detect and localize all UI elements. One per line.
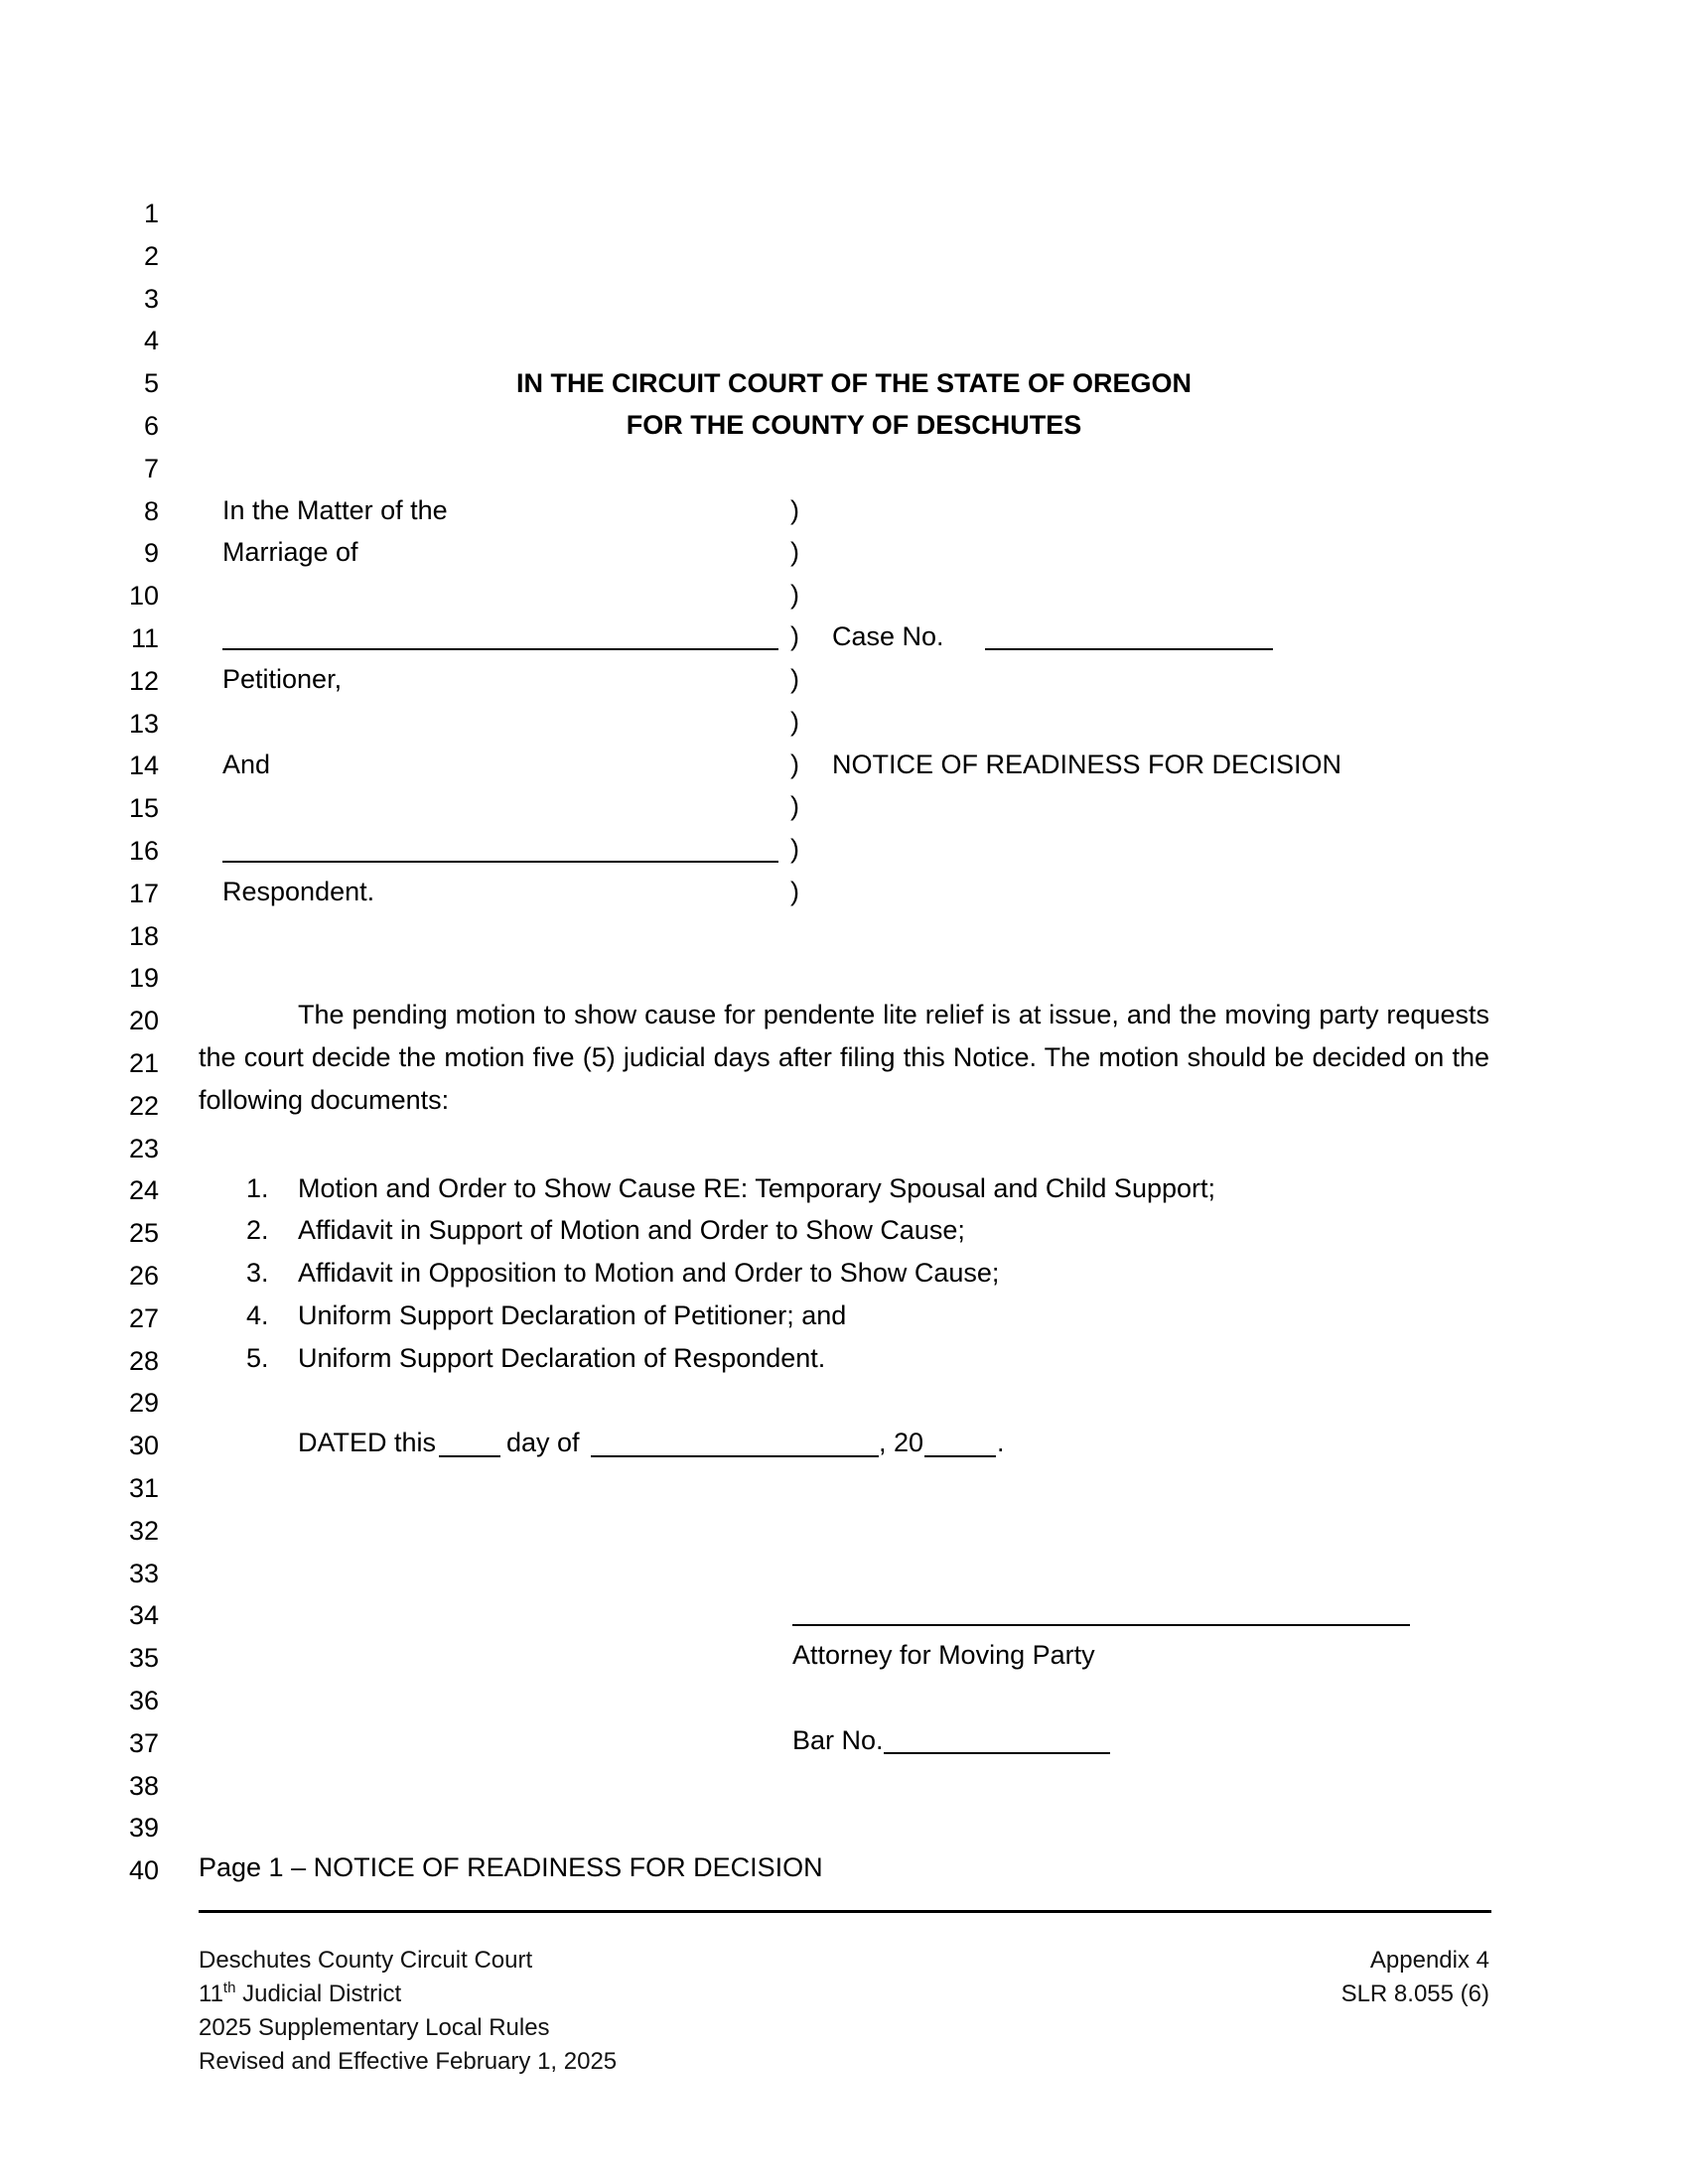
line-number: 26 <box>128 1261 159 1291</box>
dated-day-of: day of <box>506 1428 580 1457</box>
dated-year-prefix: , 20 <box>879 1428 924 1457</box>
line-number: 37 <box>128 1727 159 1758</box>
caption-paren: ) <box>790 791 799 821</box>
footer-rules: 2025 Supplementary Local Rules <box>199 2014 550 2041</box>
line-number: 7 <box>143 453 159 483</box>
caption-paren: ) <box>790 580 799 610</box>
line-number: 13 <box>128 708 159 739</box>
caption-paren: ) <box>790 750 799 779</box>
attorney-label: Attorney for Moving Party <box>792 1640 1095 1670</box>
line-number: 33 <box>128 1558 159 1588</box>
bar-no-label: Bar No. <box>792 1725 884 1755</box>
line-number: 22 <box>128 1090 159 1121</box>
caption-paren: ) <box>790 877 799 906</box>
line-number: 12 <box>128 665 159 696</box>
list-item-text: Uniform Support Declaration of Respondent. <box>298 1343 826 1373</box>
list-item-text: Affidavit in Support of Motion and Order to Show Cause; <box>298 1215 965 1245</box>
footer-revised: Revised and Effective February 1, 2025 <box>199 2048 618 2075</box>
list-item <box>246 1341 825 1375</box>
petitioner-label: Petitioner, <box>222 664 343 694</box>
line-number: 23 <box>128 1133 159 1163</box>
page-label: Page 1 – NOTICE OF READINESS FOR DECISION <box>199 1852 823 1882</box>
body-paragraph-text: The pending motion to show cause for pendente lite relief is at issue, and the moving party requests the court decide the motion five (5) judicial days after filing this Notice. The motion should be decided on the following documents: <box>199 1000 1489 1115</box>
list-item-number: 4. <box>246 1300 269 1330</box>
line-number: 4 <box>143 326 159 356</box>
line-number: 3 <box>143 283 159 314</box>
caption-paren: ) <box>790 707 799 737</box>
footer-divider <box>199 1910 1491 1913</box>
line-number: 25 <box>128 1218 159 1249</box>
line-number: 20 <box>128 1006 159 1036</box>
line-number: 17 <box>128 878 159 908</box>
dated-end: . <box>997 1428 1005 1457</box>
line-number: 6 <box>143 411 159 441</box>
respondent-label: Respondent. <box>222 877 375 906</box>
footer-district-text: Judicial District <box>235 1980 402 2007</box>
list-item-number: 3. <box>246 1258 269 1288</box>
line-number: 31 <box>128 1473 159 1503</box>
body-paragraph <box>199 994 1489 1122</box>
and-label: And <box>222 750 271 779</box>
line-number: 30 <box>128 1431 159 1461</box>
footer-district-number: 11 <box>199 1980 223 2007</box>
footer-district-suffix: th <box>222 1979 236 1996</box>
line-number: 18 <box>128 920 159 951</box>
line-number: 8 <box>143 495 159 526</box>
line-number: 36 <box>128 1686 159 1715</box>
list-item-text: Motion and Order to Show Cause RE: Temporary Spousal and Child Support; <box>298 1173 1215 1203</box>
line-number: 27 <box>128 1302 159 1333</box>
caption-paren: ) <box>790 495 799 525</box>
line-number: 24 <box>128 1175 159 1206</box>
list-item <box>246 1171 1215 1205</box>
matter-line2: Marriage of <box>222 537 358 567</box>
dated-month-blank[interactable] <box>591 1455 879 1457</box>
footer-appendix: Appendix 4 <box>1369 1947 1489 1974</box>
line-number: 32 <box>128 1515 159 1546</box>
caption-paren: ) <box>790 834 799 864</box>
line-number: 10 <box>128 581 159 612</box>
line-number: 2 <box>143 240 159 271</box>
list-item <box>246 1298 846 1332</box>
case-no-label: Case No. <box>832 621 944 651</box>
line-number: 5 <box>143 368 159 399</box>
line-number: 15 <box>128 793 159 824</box>
list-item <box>246 1256 999 1290</box>
list-item-number: 1. <box>246 1173 269 1203</box>
list-item-text: Affidavit in Opposition to Motion and Order to Show Cause; <box>298 1258 1000 1288</box>
court-header-line2: FOR THE COUNTY OF DESCHUTES <box>626 410 1082 440</box>
case-no-blank[interactable] <box>985 648 1273 650</box>
line-number: 29 <box>128 1388 159 1419</box>
list-item <box>246 1213 965 1247</box>
line-number: 19 <box>128 963 159 994</box>
line-number: 34 <box>128 1600 159 1631</box>
list-item-text: Uniform Support Declaration of Petitioner; and <box>298 1300 847 1330</box>
line-number: 16 <box>128 836 159 866</box>
line-number: 39 <box>128 1813 159 1843</box>
list-item-number: 5. <box>246 1343 269 1373</box>
line-number: 40 <box>128 1855 159 1886</box>
line-number: 14 <box>128 751 159 781</box>
line-number: 21 <box>128 1048 159 1078</box>
bar-no-blank[interactable] <box>884 1752 1110 1754</box>
line-number: 38 <box>128 1770 159 1801</box>
line-number: 35 <box>128 1643 159 1674</box>
line-number: 9 <box>143 538 159 569</box>
caption-paren: ) <box>790 664 799 694</box>
caption-paren: ) <box>790 621 799 651</box>
attorney-signature-blank[interactable] <box>792 1624 1410 1626</box>
court-header-line1: IN THE CIRCUIT COURT OF THE STATE OF OREGON <box>516 368 1192 398</box>
footer-court: Deschutes County Circuit Court <box>199 1947 533 1974</box>
respondent-name-blank[interactable] <box>222 861 778 863</box>
footer-slr: SLR 8.055 (6) <box>1340 1980 1489 2007</box>
line-number: 1 <box>143 199 159 228</box>
footer-district <box>199 1978 401 2011</box>
dated-year-blank[interactable] <box>924 1455 996 1457</box>
document-title: NOTICE OF READINESS FOR DECISION <box>832 750 1342 779</box>
line-number: 28 <box>128 1345 159 1376</box>
dated-day-blank[interactable] <box>439 1455 500 1457</box>
list-item-number: 2. <box>246 1215 269 1245</box>
dated-prefix: DATED this <box>298 1428 437 1457</box>
caption-paren: ) <box>790 537 799 567</box>
matter-line1: In the Matter of the <box>222 495 448 525</box>
petitioner-name-blank[interactable] <box>222 648 778 650</box>
line-number: 11 <box>130 623 159 653</box>
